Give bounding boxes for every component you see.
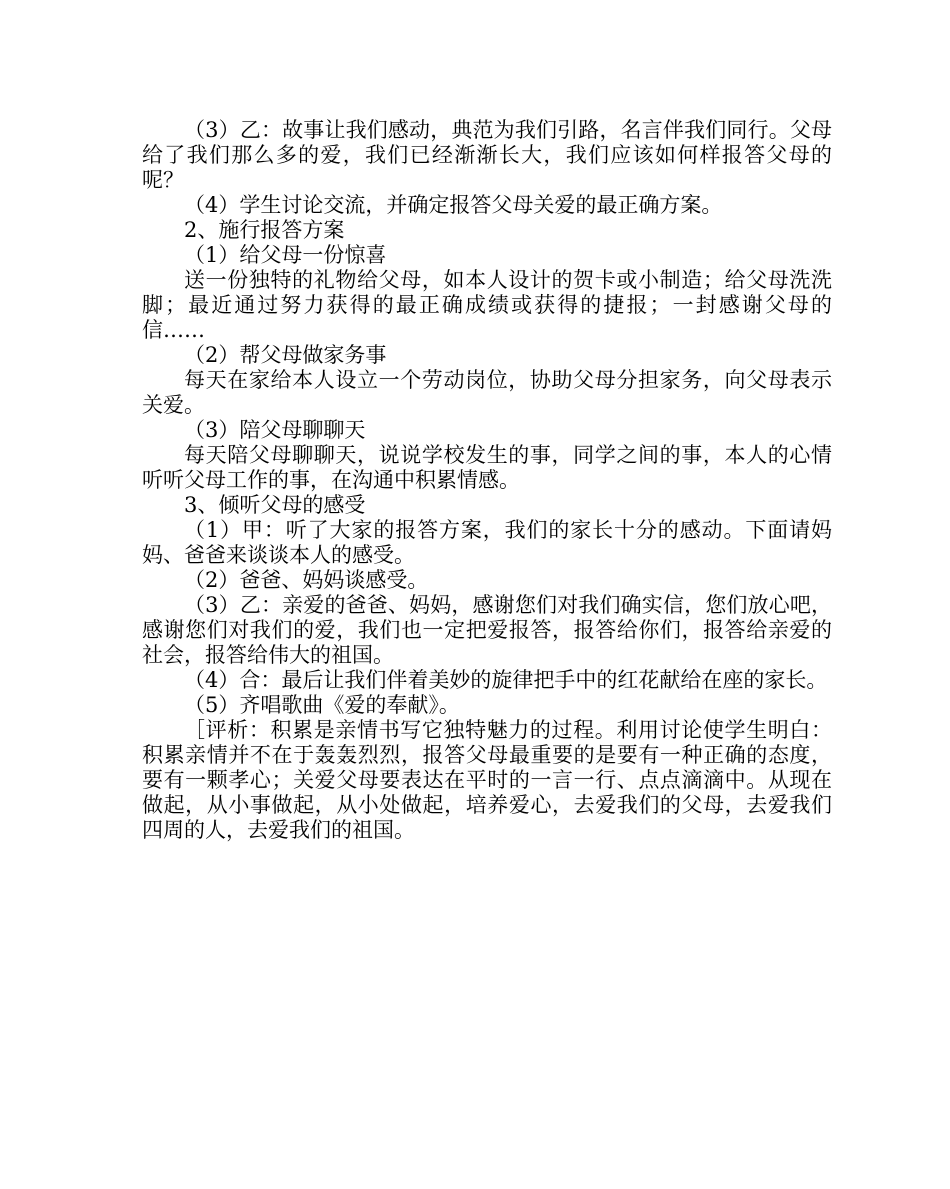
subheading-surprise: （1）给父母一份惊喜: [184, 243, 387, 267]
section-heading-2: 2、施行报答方案: [184, 218, 345, 242]
section-heading-3: 3、倾听父母的感受: [184, 493, 366, 517]
paragraph-chat: 每天陪父母聊聊天，说说学校发生的事，同学之间的事，本人的心情听听父母工作的事，在沟通中积累情感。: [142, 443, 832, 492]
paragraph-parents-2: （2）爸爸、妈妈谈感受。: [184, 568, 429, 592]
paragraph-parents-1: （1）甲：听了大家的报答方案，我们的家长十分的感动。下面请妈妈、爸爸来谈谈本人的感受。: [142, 518, 832, 567]
paragraph-parents-3: （3）乙：亲爱的爸爸、妈妈，感谢您们对我们确实信，您们放心吧，感谢您们对我们的爱，我们也一定把爱报答，报答给你们，报答给亲爱的社会，报答给伟大的祖国。: [142, 593, 832, 667]
paragraph-parents-4: （4）合：最后让我们伴着美妙的旋律把手中的红花献给在座的家长。: [184, 668, 828, 692]
paragraph-commentary: ［评析：积累是亲情书写它独特魅力的过程。利用讨论使学生明白：积累亲情并不在于轰轰烈烈，报答父母最重要的是要有一种正确的态度，要有一颗孝心；关爱父母要表达在平时的一言一行、点点滴滴中。从现在做起，从小事做起，从小处做起，培养爱心，去爱我们的父母，去爱我们四周的人，去爱我们的祖国。: [142, 718, 832, 842]
paragraph-housework: 每天在家给本人设立一个劳动岗位，协助父母分担家务，向父母表示关爱。: [142, 368, 832, 417]
paragraph-1: （3）乙：故事让我们感动，典范为我们引路，名言伴我们同行。父母给了我们那么多的爱，我们已经渐渐长大，我们应该如何样报答父母的呢？: [142, 118, 832, 192]
paragraph-surprise: 送一份独特的礼物给父母，如本人设计的贺卡或小制造；给父母洗洗脚；最近通过努力获得的最正确成绩或获得的捷报；一封感谢父母的信……: [142, 268, 832, 342]
subheading-chat: （3）陪父母聊聊天: [184, 418, 366, 442]
paragraph-parents-5: （5）齐唱歌曲《爱的奉献》。: [184, 693, 460, 717]
paragraph-2: （4）学生讨论交流，并确定报答父母关爱的最正确方案。: [184, 193, 723, 217]
document-body: [142, 118, 832, 843]
subheading-housework: （2）帮父母做家务事: [184, 343, 387, 367]
